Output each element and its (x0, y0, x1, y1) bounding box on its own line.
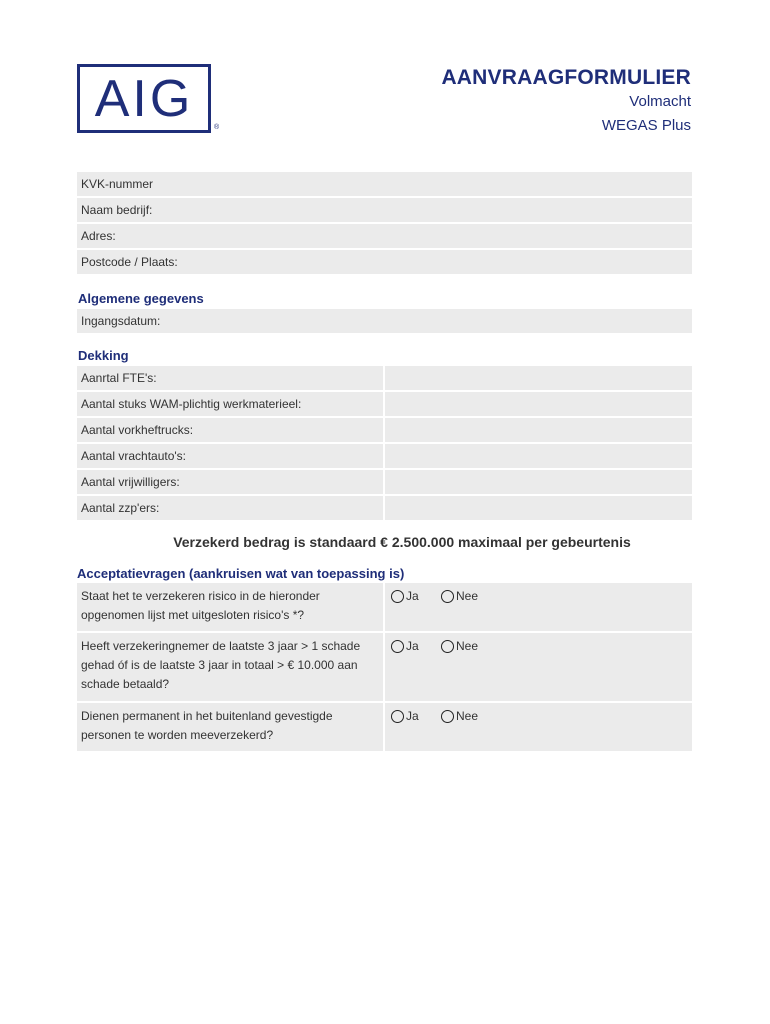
table-row (77, 470, 692, 494)
fte-input[interactable] (385, 366, 692, 390)
postcode-field[interactable] (77, 250, 692, 274)
radio-ja[interactable]: Ja (391, 639, 419, 653)
question-text: Staat het te verzekeren risico in de hieronder opgenomen lijst met uitgesloten risico's *? (77, 583, 383, 631)
radio-circle-icon (441, 640, 454, 653)
answer-cell (385, 633, 692, 701)
equipment-input[interactable] (385, 392, 692, 416)
radio-ja[interactable]: Ja (391, 709, 419, 723)
radio-nee[interactable]: Nee (441, 709, 478, 723)
table-row (77, 496, 692, 520)
acceptance-questions (77, 583, 692, 753)
question-row (77, 633, 692, 701)
answer-cell (385, 583, 692, 631)
radio-circle-icon (441, 590, 454, 603)
question-text: Heeft verzekeringnemer de laatste 3 jaar > 1 schade gehad óf is de laatste 3 jaar in totaal > € 10.000 aan schade betaald? (77, 633, 383, 701)
table-row (77, 418, 692, 442)
volunteers-input[interactable] (385, 470, 692, 494)
field-label: Aantal vorkheftrucks: (77, 418, 383, 442)
question-row (77, 703, 692, 751)
field-label: Aantal zzp'ers: (77, 496, 383, 520)
field-label: Aanrtal FTE's: (77, 366, 383, 390)
field-label: Adres: (81, 229, 116, 243)
form-subtitle: Volmacht (629, 93, 691, 110)
radio-nee[interactable]: Nee (441, 639, 478, 653)
aig-logo (77, 64, 211, 133)
radio-circle-icon (391, 710, 404, 723)
registered-mark: ® (214, 124, 220, 131)
company-name-field[interactable] (77, 198, 692, 222)
question-text: Dienen permanent in het buitenland gevestigde personen te worden meeverzekerd? (77, 703, 383, 751)
table-row (77, 444, 692, 468)
radio-circle-icon (391, 590, 404, 603)
field-label: Aantal vrachtauto's: (77, 444, 383, 468)
coverage-table (77, 366, 692, 522)
field-label: Naam bedrijf: (81, 203, 153, 217)
kvk-field[interactable] (77, 172, 692, 196)
radio-circle-icon (441, 710, 454, 723)
section-heading-coverage: Dekking (78, 348, 129, 363)
general-fields-table (77, 309, 692, 335)
field-label: Aantal stuks WAM-plichtig werkmaterieel: (77, 392, 383, 416)
answer-cell (385, 703, 692, 751)
radio-circle-icon (391, 640, 404, 653)
address-field[interactable] (77, 224, 692, 248)
table-row (77, 392, 692, 416)
title-block (441, 66, 691, 134)
table-row (77, 366, 692, 390)
field-label: Aantal vrijwilligers: (77, 470, 383, 494)
section-heading-general: Algemene gegevens (78, 291, 204, 306)
field-label: Postcode / Plaats: (81, 255, 178, 269)
field-label: KVK-nummer (81, 177, 154, 191)
insured-amount-notice: Verzekerd bedrag is standaard € 2.500.000 maximaal per gebeurtenis (173, 534, 631, 550)
radio-nee[interactable]: Nee (441, 589, 478, 603)
product-name: WEGAS Plus (601, 117, 691, 134)
trucks-input[interactable] (385, 444, 692, 468)
freelancers-input[interactable] (385, 496, 692, 520)
radio-ja[interactable]: Ja (391, 589, 419, 603)
company-fields-table (77, 172, 692, 276)
question-row (77, 583, 692, 631)
forklifts-input[interactable] (385, 418, 692, 442)
start-date-field[interactable] (77, 309, 692, 333)
field-label: Ingangsdatum: (81, 314, 161, 328)
form-title: AANVRAAGFORMULIER (441, 66, 691, 89)
section-heading-acceptance: Acceptatievragen (aankruisen wat van toepassing is) (77, 566, 405, 581)
logo-text: AIG (94, 69, 194, 128)
